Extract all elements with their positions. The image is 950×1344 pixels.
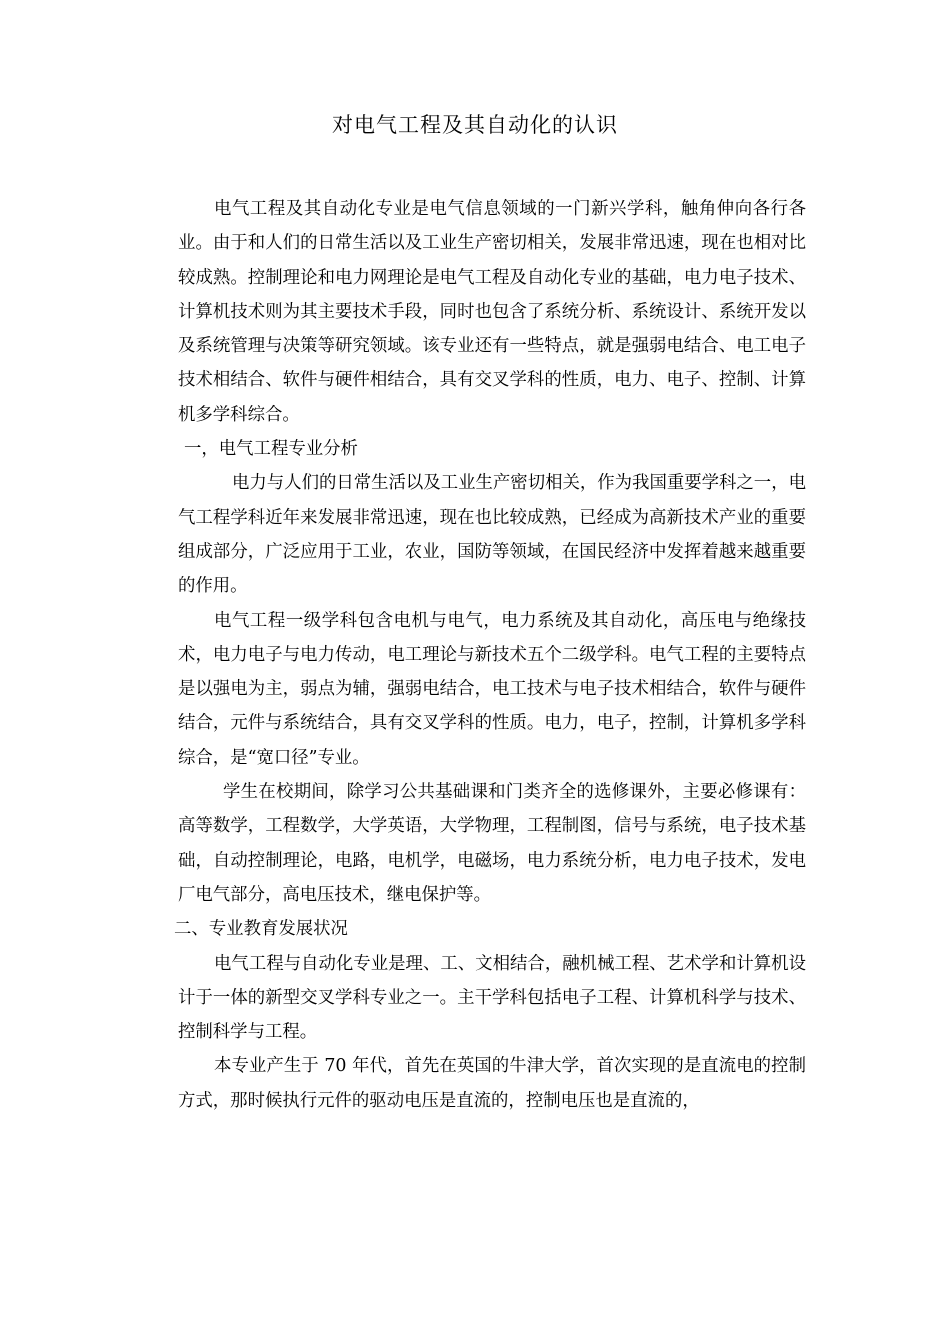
document-body [174,192,806,1118]
intro-paragraph: 电气工程及其自动化专业是电气信息领域的一门新兴学科，触角伸向各行各业。由于和人们的日常生活以及工业生产密切相关，发展非常迅速，现在也相对比较成熟。控制理论和电力网理论是电气工程及自动化专业的基础，电力电子技术、计算机技术则为其主要技术手段，同时也包含了系统分析、系统设计、系统开发以及系统管理与决策等研究领域。该专业还有一些特点，就是强弱电结合、电工电子技术相结合、软件与硬件相结合，具有交叉学科的性质，电力、电子、控制、计算机多学科综合。 [178,199,806,425]
section-heading-1: 一，电气工程专业分析 [184,439,358,460]
section-heading-2: 二、专业教育发展状况 [174,919,348,940]
section2-paragraph-1: 电气工程与自动化专业是理、工、文相结合，融机械工程、艺术学和计算机设计于一体的新型交叉学科专业之一。主干学科包括电子工程、计算机科学与技术、控制科学与工程。 [178,953,806,1043]
section2-paragraph-2: 本专业产生于 70 年代，首先在英国的牛津大学，首次实现的是直流电的控制方式，那时候执行元件的驱动电压是直流的，控制电压也是直流的， [178,1056,806,1111]
section1-paragraph-3: 学生在校期间，除学习公共基础课和门类齐全的选修课外，主要必修课有：高等数学，工程数学，大学英语，大学物理，工程制图，信号与系统，电子技术基础，自动控制理论，电路，电机学，电磁场，电力系统分析，电力电子技术，发电厂电气部分，高电压技术，继电保护等。 [178,782,806,905]
section1-paragraph-1: 电力与人们的日常生活以及工业生产密切相关，作为我国重要学科之一，电气工程学科近年来发展非常迅速，现在也比较成熟，已经成为高新技术产业的重要组成部分，广泛应用于工业，农业，国防等领域，在国民经济中发挥着越来越重要的作用。 [178,473,806,597]
document-title: 对电气工程及其自动化的认识 [332,113,618,137]
section1-paragraph-2: 电气工程一级学科包含电机与电气，电力系统及其自动化，高压电与绝缘技术，电力电子与电力传动，电工理论与新技术五个二级学科。电气工程的主要特点是以强电为主，弱点为辅，强弱电结合，电工技术与电子技术相结合，软件与硬件结合，元件与系统结合，具有交叉学科的性质。电力，电子，控制，计算机多学科综合，是“宽口径”专业。 [178,610,806,768]
